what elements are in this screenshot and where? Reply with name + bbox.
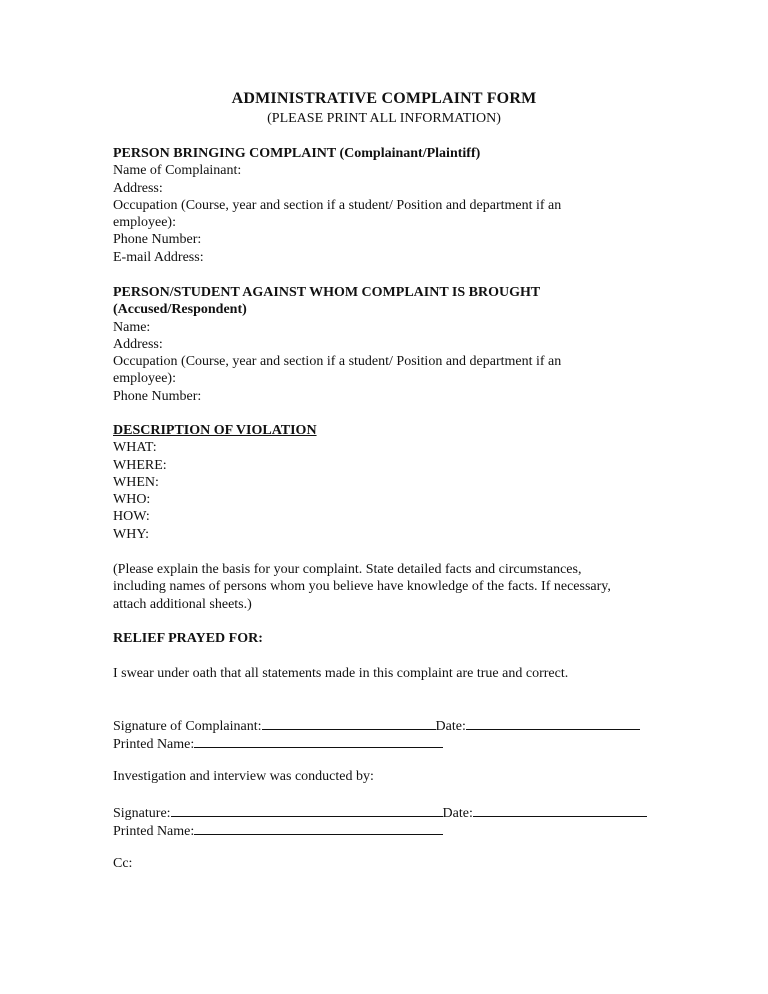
violation-who-field: WHO:	[113, 492, 151, 508]
investigation-statement: Investigation and interview was conducted by:	[113, 769, 374, 784]
respondent-occupation-field-cont: employee):	[113, 371, 176, 387]
respondent-occupation-field: Occupation (Course, year and section if a student/ Position and department if an	[113, 354, 562, 370]
violation-how-field: HOW:	[113, 509, 150, 525]
violation-section	[113, 422, 673, 543]
signature-label: Signature of Complainant:	[113, 719, 262, 734]
complainant-name-field: Name of Complainant:	[113, 163, 242, 179]
violation-heading: DESCRIPTION OF VIOLATION	[113, 423, 317, 438]
printed-name-blank[interactable]	[194, 734, 443, 748]
instructions-line: (Please explain the basis for your complaint. State detailed facts and circumstances,	[113, 562, 582, 577]
violation-where-field: WHERE:	[113, 457, 167, 473]
respondent-phone-field: Phone Number:	[113, 388, 202, 404]
violation-why-field: WHY:	[113, 526, 150, 542]
complainant-printed-name-row	[113, 734, 693, 752]
printed-name-label: Printed Name:	[113, 824, 195, 839]
date-blank[interactable]	[466, 716, 640, 730]
complainant-occupation-field-cont: employee):	[113, 215, 176, 231]
oath-statement: I swear under oath that all statements made in this complaint are true and correct.	[113, 666, 569, 681]
instructions-line: including names of persons whom you believe have knowledge of the facts. If necessary,	[113, 579, 611, 595]
investigator-signature-row	[113, 803, 693, 821]
date-label: Date:	[442, 806, 473, 821]
investigator-printed-name-row	[113, 821, 693, 839]
form-title: ADMINISTRATIVE COMPLAINT FORM	[231, 90, 537, 107]
complainant-phone-field: Phone Number:	[113, 232, 202, 248]
relief-section	[113, 630, 673, 647]
complainant-address-field: Address:	[113, 180, 163, 196]
relief-heading: RELIEF PRAYED FOR:	[113, 631, 263, 646]
respondent-name-field: Name:	[113, 319, 151, 335]
complainant-occupation-field: Occupation (Course, year and section if a student/ Position and department if an	[113, 197, 562, 213]
violation-when-field: WHEN:	[113, 474, 159, 490]
date-blank[interactable]	[473, 803, 647, 817]
respondent-address-field: Address:	[113, 336, 163, 352]
complainant-signature-section	[113, 716, 693, 752]
respondent-heading-sub: (Accused/Respondent)	[113, 302, 247, 318]
signature-label: Signature:	[113, 806, 171, 821]
date-label: Date:	[435, 719, 466, 734]
violation-what-field: WHAT:	[113, 440, 157, 456]
oath-section	[113, 665, 673, 682]
signature-blank[interactable]	[171, 803, 443, 817]
instructions-line: attach additional sheets.)	[113, 596, 252, 612]
printed-name-blank[interactable]	[194, 821, 443, 835]
cc-label: Cc:	[113, 856, 133, 871]
investigator-signature-section	[113, 803, 693, 839]
complainant-section	[113, 145, 673, 266]
cc-section	[113, 855, 673, 872]
form-subtitle: (PLEASE PRINT ALL INFORMATION)	[267, 111, 501, 126]
complainant-heading: PERSON BRINGING COMPLAINT (Complainant/Plaintiff)	[113, 146, 481, 161]
respondent-section	[113, 284, 673, 405]
complainant-signature-row	[113, 716, 693, 734]
signature-blank[interactable]	[262, 716, 436, 730]
printed-name-label: Printed Name:	[113, 737, 195, 752]
respondent-heading: PERSON/STUDENT AGAINST WHOM COMPLAINT IS BROUGHT	[113, 285, 541, 300]
investigation-text-section	[113, 768, 673, 785]
violation-instructions	[113, 561, 673, 613]
complainant-email-field: E-mail Address:	[113, 249, 204, 265]
